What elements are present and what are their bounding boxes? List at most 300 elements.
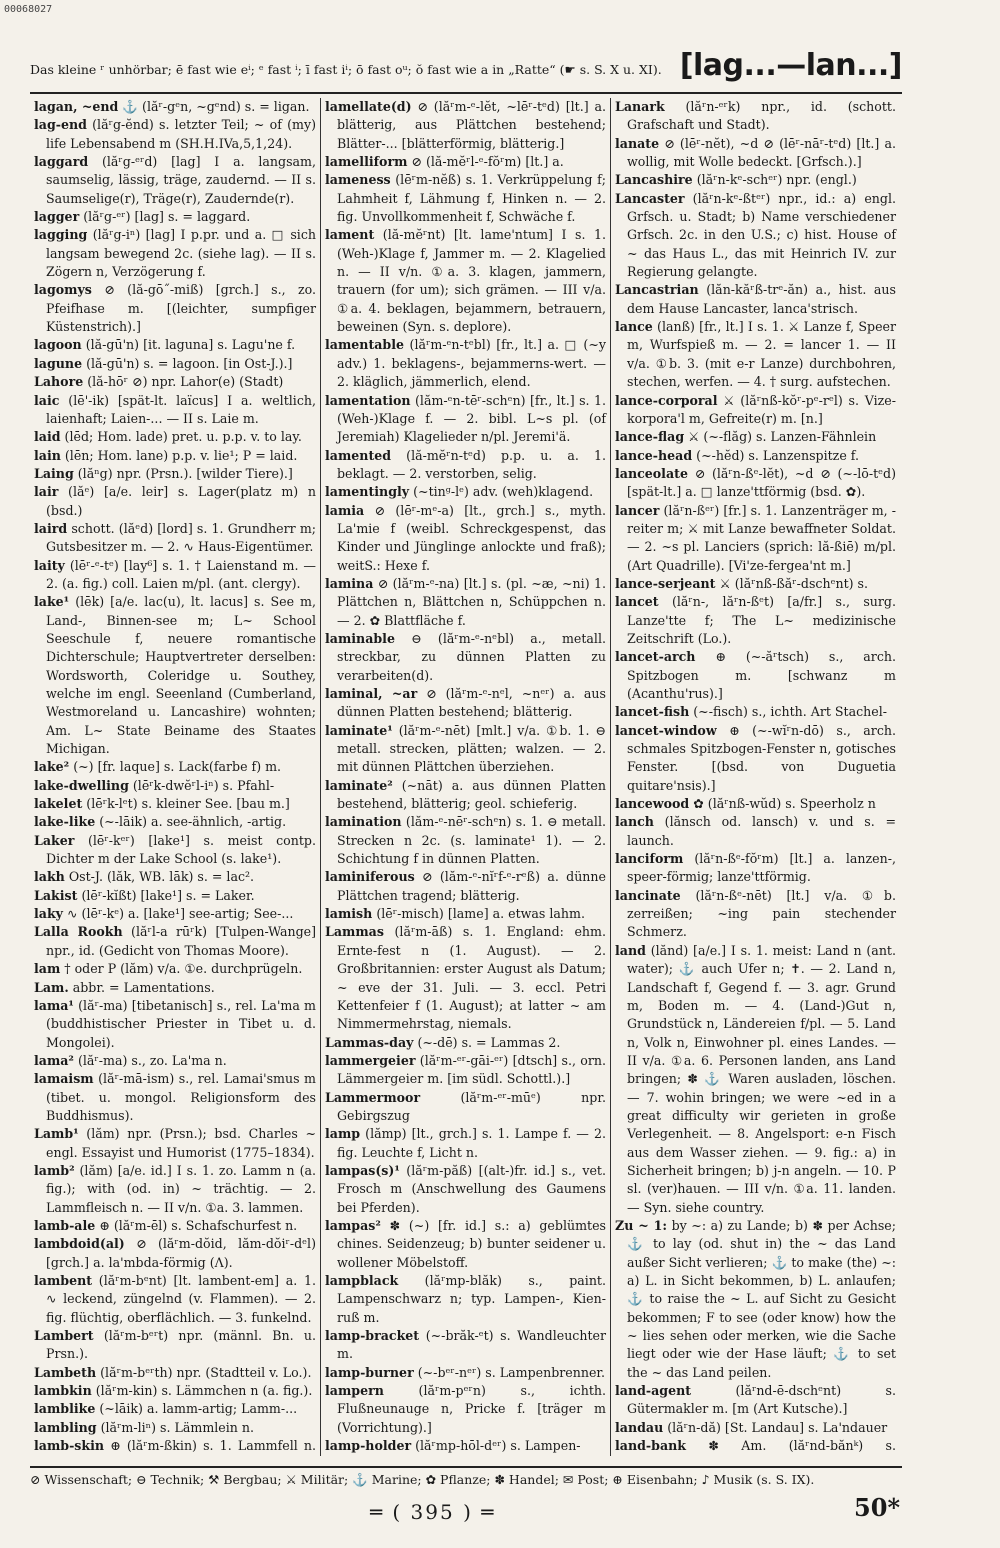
dictionary-entry [615,428,896,446]
headword: lamp [325,1126,361,1142]
entry-text: (lēd; Hom. lade) pret. u. p.p. v. to lay. [60,429,302,445]
headword: lambent [34,1273,93,1288]
dictionary-entry [325,575,606,630]
entry-text: (lă-gū'n) [it. laguna] s. Lagu'ne f. [81,337,296,353]
headword: lake¹ [34,594,70,610]
left-column [30,98,320,1456]
entry-text: (lăʳ-ma) [tibetanisch] s., rel. La'ma m (buddhistischer Priester in Tibet u. d. Mongolei). [46,997,316,1050]
headword: laminate¹ [325,722,393,738]
headword: lain [34,447,61,463]
entry-text: abbr. = Lamentations. [68,979,215,995]
dictionary-entry [615,502,896,575]
dictionary-entry [615,1437,896,1456]
headword: lagan, ~end [34,99,119,114]
entry-text: ⊘ (lă-gō˝-miß) [grch.] s., zo. Pfeifhase m. [(leichter, sumpfiger Küstenstrich).] [46,282,316,335]
headword: lagging [34,227,88,243]
headword: Lalla Rookh [34,924,123,940]
headword: lance-flag [615,429,685,445]
entry-text: ⊕ (~-wĭʳn-dō) s., arch. schmales Spitzbogen-Fenster n, gotisches Fenster. [(bsd. von Duguetia quitare'nsis).] [627,722,896,793]
dictionary-entry [34,226,316,281]
headword: lament [325,227,375,243]
dictionary-entry [34,593,316,758]
headword: lanciform [615,851,684,867]
dictionary-entry [615,135,896,172]
entry-text: ⚔ (lăʳnß-ßăʳ-dschᵉnt) s. [715,575,869,591]
dictionary-entry [34,1162,316,1217]
dictionary-entry [34,447,316,465]
dictionary-entry [325,483,606,501]
entry-text: (lăʳg-iⁿ) [lag] I p.pr. und a. □ sich langsam bewegend 2c. (siehe lag). — II s. Zögern n, Verzögerung f. [46,227,316,280]
entry-text: (lă-mĕʳn-tᵉd) p.p. u. a. 1. beklagt. — 2. verstorben, selig. [337,447,606,481]
entry-text: (lăm) npr. (Prsn.); bsd. Charles ~ engl. Essayist und Humorist (1775–1834). [46,1126,316,1160]
headword: lancer [615,502,660,518]
entry-text: (lăʳm-păß) [(alt-)fr. id.] s., vet. Frosch m (Anschwellung des Gaumens bei Pferden). [337,1162,606,1215]
headword: lampblack [325,1273,399,1288]
entry-text: (lăʳmp-blăk) s., paint. Lampenschwarz n; typ. Lampen-, Kien-ruß m. [337,1273,606,1325]
dictionary-entry [325,1272,606,1327]
entry-text: (lēʳ-ᵉ-tᵉ) [lay⁶] s. 1. † Laienstand m. — 2. (a. fig.) coll. Laien m/pl. (ant. clergy). [46,557,316,591]
dictionary-entry [34,905,316,923]
headword: lagune [34,355,83,371]
headword: lance-serjeant [615,575,716,591]
headword: laminable [325,630,395,646]
dictionary-entry [34,1437,316,1456]
entry-text: (lăʳm-bᵉʳth) npr. (Stadtteil v. Lo.). [96,1364,312,1380]
entry-text: ✽ Am. (lăʳnd-bănᵏ) s. [708,1438,896,1454]
entry-text: (lăʳg-ᵉʳd) [lag] I a. langsam, saumselig, lässig, träge, zaudernd. — II s. Saumselige(r), Träge(r), Zaudernde(r). [46,154,316,206]
headword: lancewood [615,796,690,812]
right-column [610,98,900,1456]
headword: lamina [325,575,374,591]
entry-text: ⚔ (~-flăg) s. Lanzen-Fähnlein [684,429,877,445]
headword: lam [34,961,61,977]
dictionary-entry [615,1382,896,1419]
headword: landau [615,1419,664,1435]
headword: lamb-ale [34,1217,96,1233]
dictionary-entry [325,502,606,575]
entry-text: (lăʳn-ßᵉʳ) [fr.] s. 1. Lanzenträger m, -reiter m; ⚔ mit Lanze bewaffneter Soldat. — 2. ~s pl. Lanciers (sprich: lă-ßiē) m/pl. (Art Quadrille). [Vi'ze-fergea'nt m.] [627,502,896,573]
entry-text: (lăn-kăʳß-trᵉ-ăn) a., hist. aus dem Hause Lancaster, lanca'strisch. [627,282,896,316]
dictionary-entry [34,758,316,776]
dictionary-entry [615,281,896,318]
entry-text: ⊘ (lēʳ-nĕt), ~d ⊘ (lēʳ-nāʳ-tᵉd) [lt.] a. wollig, mit Wolle bedeckt. [Grfsch.).] [627,135,896,170]
entry-text: ∿ (lēʳ-kᵉ) a. [lake¹] see-artig; See-... [63,906,294,922]
dictionary-entry [615,795,896,813]
dictionary-entry [34,887,316,905]
dictionary-entry [615,703,896,721]
entry-text: (lăʳn-ßᵉ-nēt) [lt.] v/a. ①b. zerreißen; ~ing pain stechender Schmerz. [627,887,896,940]
entry-text: ⊕ (lăʳm-ēl) s. Schafschurfest n. [95,1217,298,1233]
headword: lake-dwelling [34,777,129,793]
entry-text: (lăᵉ) [a/e. leir] s. Lager(platz m) n (bsd.) [46,484,316,518]
headword: lagomys [34,282,92,298]
dictionary-entry [34,392,316,429]
headword: lamaism [34,1071,94,1087]
headword: lanate [615,135,660,151]
dictionary-entry [615,722,896,795]
dictionary-entry [325,392,606,447]
entry-text: ⊘ (lăm-ᵉ-nĭʳf-ᵉ-rᵉß) a. dünne Plättchen tragend; blätterig. [337,869,606,903]
entry-text: schott. (lăᵉd) [lord] s. 1. Grundherr m; Gutsbesitzer m. — 2. ∿ Haus-Eigentümer. [46,520,316,555]
headword: Lam. [34,979,69,995]
entry-text: (lăʳm-ᵉʳ-mūᵉ) npr. Gebirgszug [337,1089,606,1123]
entry-text: (lăʳm-liⁿ) s. Lämmlein n. [96,1419,255,1435]
headword: lambkin [34,1383,92,1399]
dictionary-entry [325,171,606,226]
headword: Lammermoor [325,1089,421,1105]
headword: Lambert [34,1328,94,1344]
dictionary-entry [34,1052,316,1070]
entry-text: (lanß) [fr., lt.] I s. 1. ⚔ Lanze f, Speer m, Wurfspieß m. — 2. = lancer 1. — II v/a. ①b. 3. (mit e-r Lanze) durchbohren, stechen, werfen. — 4. † surg. aufstechen. [627,319,896,390]
entry-text: (lăʳg-ĕnd) s. letzter Teil; ~ of (my) life Lebensabend m (SH.H.IVa,5,1,24). [46,117,316,151]
dictionary-entry [615,942,896,1217]
headword: Laing [34,465,74,481]
dictionary-entry [615,648,896,703]
headword: lancet-fish [615,704,690,720]
dictionary-entry [34,777,316,795]
entry-text: (lă-mĕʳnt) [lt. lame'ntum] I s. 1. (Weh-)Klage f, Jammer m. — 2. Klagelied n. — II v/n. ①a. 3. klagen, jammern, trauern (for um); sich grämen. — III v/a. ①a. 4. beklagen, bejammern, betrauern, beweinen (Syn. s. deplore). [337,227,606,335]
headword: lamia [325,502,365,518]
entry-text: (~-dē) s. = Lammas 2. [413,1034,561,1050]
header-rule [30,92,902,94]
headword: lamented [325,447,392,463]
entry-text: † oder P (lăm) v/a. ①e. durchprügeln. [60,961,303,977]
headword: lamp-bracket [325,1328,420,1344]
dictionary-entry [325,722,606,777]
dictionary-entry [34,281,316,336]
entry-text: (~-brăk-ᵉt) s. Wandleuchter m. [337,1328,606,1362]
dictionary-entry [615,318,896,391]
entry-text: (~tinᵍ-lᵉ) adv. (weh)klagend. [409,484,594,500]
dictionary-entry [325,685,606,722]
entry-text: ⊘ (lăʳn-ßᵉ-lĕt), ~d ⊘ (~-lō-tᵉd) [spät-lt.] a. □ lanze'ttförmig (bsd. ✿). [627,465,896,500]
entry-text: (lēʳm-nĕß) s. 1. Verkrüppelung f; Lahmheit f, Lähmung f, Hinken n. — 2. fig. Unvollkommenheit f, Schwäche f. [337,172,606,225]
headword: lamish [325,906,373,922]
dictionary-entry [325,1052,606,1089]
dictionary-entry [325,1364,606,1382]
dictionary-entry [325,336,606,391]
entry-text: (lēn; Hom. lane) p.p. v. lie¹; P = laid. [60,447,298,463]
dictionary-entry [34,98,316,116]
headword: laminal, ~ar [325,686,418,701]
headword: lama¹ [34,997,74,1013]
dictionary-entry [325,1327,606,1364]
entry-text: (~-fisch) s., ichth. Art Stachel- [689,704,888,720]
headword: land-bank [615,1438,686,1454]
dictionary-entry [325,226,606,336]
headword: laky [34,906,63,922]
dictionary-entry [325,777,606,814]
dictionary-entry [325,1162,606,1217]
entry-text: (lăm-ᵉn-tēʳ-schᵉn) [fr., lt.] s. 1. (Weh-)Klage f. — 2. bibl. L~s pl. (of Jeremiah) Klagelieder n/pl. Jeremi'ä. [337,392,606,445]
entry-text: (lăʳm-bᵉʳt) npr. (männl. Bn. u. Prsn.). [46,1328,316,1362]
dictionary-entry [34,1217,316,1235]
entry-text: (lăⁿg) npr. (Prsn.). [wilder Tiere).] [73,465,293,481]
headword: Laker [34,832,75,848]
dictionary-entry [615,447,896,465]
entry-text: by ~: a) zu Lande; b) ✽ per Achse; ⚓ to lay (od. shut in) the ~ das Land außer Sicht verlieren; ⚓ to make (the) ~: a) L. in Sicht bekommen, b) L. anlaufen; ⚓ to raise the ~ L. auf Sicht zu Gesicht bekommen; F to see (oder know) how the ~ lies sehen oder merken, wie die Sache liegt oder wie der Hase läuft; ⚓ to set the ~ das Land peilen. [627,1217,896,1380]
dictionary-entry [34,960,316,978]
headword: laggard [34,154,89,170]
running-head: [lag...—lan...] [679,48,902,83]
entry-text: (lăʳ-mā-ism) s., rel. Lamai'smus m (tibet. u. mongol. Religionsform des Buddhismus). [46,1071,316,1123]
entry-text: ⚓ (lăʳ-gᵉn, ~gᵉnd) s. = ligan. [118,99,310,114]
entry-text: (lăʳn-ßᵉ-fŏʳm) [lt.] a. lanzen-, speer-förmig; lanze'ttförmig. [627,851,896,885]
dictionary-entry [325,630,606,685]
dictionary-entry [34,1235,316,1272]
headword: lake² [34,759,70,775]
headword: Lancaster [615,190,685,206]
dictionary-entry [34,1364,316,1382]
headword: lance [615,319,653,335]
entry-text: ⊘ (lăʳm-ᵉ-na) [lt.] s. (pl. ~æ, ~ni) 1. Plättchen n, Blättchen n, Schüppchen n. — 2. ✿ Blattfläche f. [337,575,606,628]
entry-text: (lăʳnd-ē-dschᵉnt) s. Gütermakler m. [m (Art Kutsche).] [627,1383,896,1417]
entry-text: (lăm-ᵉ-nēʳ-schᵉn) s. 1. ⊖ metall. Strecken n 2c. (s. laminate¹ 1). — 2. Schichtung f in dünnen Platten. [337,814,606,867]
dictionary-entry [325,153,606,171]
dictionary-entry [615,575,896,593]
headword: lagger [34,209,80,225]
dictionary-entry [615,813,896,850]
headword: lamelliform [325,154,408,170]
headword: lambling [34,1419,97,1435]
headword: lancet [615,594,659,610]
dictionary-entry [615,392,896,429]
headword: laic [34,392,60,408]
headword: Lanark [615,99,665,114]
entry-text: (lăʳm-ᵉʳ-gāi-ᵉʳ) [dtsch] s., orn. Lämmergeier m. [im südl. Schottl.).] [337,1052,606,1087]
entry-text: (lămp) [lt., grch.] s. 1. Lampe f. — 2. fig. Leuchte f, Licht n. [337,1126,606,1160]
dictionary-columns [30,98,902,1456]
headword: lance-corporal [615,392,718,408]
entry-text: (lēʳ-kĭßt) [lake¹] s. = Laker. [77,887,255,903]
headword: lama² [34,1052,74,1068]
dictionary-entry [34,153,316,208]
headword: laity [34,557,65,573]
dictionary-entry [325,1382,606,1437]
entry-text: ⊘ (lăʳm-ᵉ-lĕt, ~lēʳ-tᵉd) [lt.] a. blätterig, aus Plättchen bestehend; Blätter-... [blätterförmig, blätterig.] [337,99,606,151]
headword: lamp-burner [325,1364,414,1380]
dictionary-entry [34,465,316,483]
dictionary-entry [325,868,606,905]
dictionary-entry [34,208,316,226]
headword: lameness [325,172,391,188]
middle-column [320,98,610,1456]
dictionary-entry [34,1070,316,1125]
dictionary-entry [34,868,316,886]
entry-text: (lăʳn-dă) [St. Landau] s. La'ndauer [663,1419,888,1435]
dictionary-entry [325,1034,606,1052]
headword: lanceolate [615,465,688,481]
headword: lanch [615,814,654,830]
dictionary-entry [325,447,606,484]
headword: lakelet [34,796,83,812]
dictionary-entry [34,336,316,354]
entry-text: (lēʳ-misch) [lame] a. etwas lahm. [372,906,585,922]
dictionary-entry [325,1089,606,1126]
entry-text: (lăʳm-ᵉn-tᵉbl) [fr., lt.] a. □ (~y adv.) 1. beklagens-, bejammerns-wert. — 2. kläglich, jämmerlich, elend. [337,337,606,390]
entry-text: ⚔ (lăʳnß-kŏʳ-pᵉ-rᵉl) s. Vize-korpora'l m, Gefreite(r) m. [n.] [627,392,896,426]
dictionary-entry [615,171,896,189]
entry-text: (lănsch od. lansch) v. und s. = launch. [627,814,896,848]
headword: lamentation [325,392,411,408]
dictionary-entry [34,795,316,813]
entry-text: (lă-gū'n) s. = lagoon. [in Ost-J.).] [82,355,293,371]
dictionary-entry [34,813,316,831]
headword: lamb-skin [34,1438,105,1454]
headword: laminiferous [325,869,415,885]
dictionary-entry [34,1272,316,1327]
dictionary-entry [34,1327,316,1364]
headword: laird [34,520,68,536]
entry-text: (lăʳl-a rūʳk) [Tulpen-Wange] npr., id. (Gedicht von Thomas Moore). [46,924,316,958]
headword: Lamb¹ [34,1126,79,1142]
headword: lake-like [34,814,96,830]
scan-id: 00068027 [4,4,53,15]
headword: Lammas-day [325,1034,414,1050]
entry-text: (lē'-ik) [spät-lt. laïcus] I a. weltlich, laienhaft; Laien-... — II s. Laie m. [46,392,316,426]
entry-text: ⊘ (lă-mĕʳl-ᵉ-fŏʳm) [lt.] a. [407,154,564,170]
headword: lammergeier [325,1052,416,1068]
headword: lampas² [325,1217,381,1233]
dictionary-entry [325,905,606,923]
entry-text: ⊘ (lăʳm-dŏid, lăm-dŏiʳ-dᵉl) [grch.] a. la'mbda-förmig (Λ). [46,1236,316,1270]
entry-text: (lăʳn-kᵉ-schᵉʳ) npr. (engl.) [692,172,857,188]
dictionary-entry [34,520,316,557]
headword: land-agent [615,1383,692,1399]
entry-text: (~-hĕd) s. Lanzenspitze f. [692,447,859,463]
entry-text: (lăʳm-bᵉnt) [lt. lambent-em] a. 1. ∿ leckend, züngelnd (v. Flammen). — 2. fig. flüchtig, oberflächlich. — 3. funkelnd. [46,1273,316,1325]
dictionary-entry [325,1217,606,1272]
headword: lag-end [34,117,87,133]
dictionary-entry [34,1400,316,1418]
headword: laminate² [325,777,393,793]
headword: Lammas [325,924,384,940]
dictionary-entry [615,850,896,887]
headword: lampas(s)¹ [325,1162,400,1178]
headword: Lakist [34,887,78,903]
entry-text: (lăʳm-ᵉ-nēt) [mlt.] v/a. ①b. 1. ⊖ metall. strecken, plätten; walzen. — 2. mit dünnen Plättchen überziehen. [337,722,606,775]
dictionary-entry [34,116,316,153]
entry-text: (lăm) [a/e. id.] I s. 1. zo. Lamm n (a. fig.); with (od. in) ~ trächtig. — 2. Lammfleisch n. — II v/n. ①a. 3. lammen. [46,1162,316,1215]
headword: lancet-arch [615,649,696,665]
entry-text: (lăʳn-ᵉʳk) npr., id. (schott. Grafschaft und Stadt). [627,99,896,133]
entry-text: ✿ (lăʳnß-wŭd) s. Speerholz n [689,796,876,812]
dictionary-entry [325,98,606,153]
headword: lamblike [34,1401,96,1417]
headword: lakh [34,869,65,885]
headword: Lambeth [34,1364,97,1380]
headword: lambdoid(al) [34,1236,125,1252]
dictionary-entry [615,593,896,648]
headword: lamellate(d) [325,99,412,114]
dictionary-entry [325,1455,606,1456]
headword: Lahore [34,374,84,390]
entry-text: (lēʳk-dwĕʳl-iⁿ) s. Pfahl- [128,777,275,793]
headword: land [615,942,646,958]
entry-text: (lăʳn-kᵉ-ßtᵉʳ) npr., id.: a) engl. Grfsch. u. Stadt; b) Name verschiedener Grfsch. 2c. in den U.S.; c) hist. House of ~ das Haus L., das mit Heinrich IV. zur Regierung gelangte. [627,190,896,280]
entry-text: (lă-hōʳ ⊘) npr. Lahor(e) (Stadt) [83,374,284,390]
dictionary-entry [615,1419,896,1437]
headword: Lancashire [615,172,693,188]
dictionary-entry [615,98,896,135]
headword: lair [34,484,59,500]
entry-text: (lăʳ-ma) s., zo. La'ma n. [73,1052,227,1068]
entry-text: ⊖ (lăʳm-ᵉ-nᵉbl) a., metall. streckbar, zu dünnen Platten zu verarbeiten(d). [337,630,606,683]
entry-text: (~nāt) a. aus dünnen Platten bestehend, blätterig; geol. schieferig. [337,777,606,812]
headword: lancet-window [615,722,717,738]
dictionary-entry [34,979,316,997]
entry-text: (~) [fr. laque] s. Lack(farbe f) m. [69,759,282,775]
headword: Zu ~ 1: [615,1217,668,1233]
headword: lance-head [615,447,693,463]
dictionary-entry [615,190,896,282]
headword: laid [34,429,61,445]
entry-text: ⊘ (lēʳ-mᵉ-a) [lt., grch.] s., myth. La'mie f (weibl. Schreckgespenst, das Kinder und Jünglinge anlockte und fraß); weitS.: Hexe f. [337,502,606,573]
dictionary-entry [34,1125,316,1162]
entry-text: (lăʳm-āß) s. 1. England: ehm. Ernte-fest n (1. August). — 2. Großbritannien: erster August als Datum; ~ eve der 31. Juli. — 3. eccl. Petri Kettenfeier f (1. August); at latter ~ am Nimmermehrstag, niemals. [337,924,606,1032]
dictionary-entry [34,373,316,391]
symbol-legend: ⊘ Wissenschaft; ⊖ Technik; ⚒ Bergbau; ⚔ Militär; ⚓ Marine; ✿ Pflanze; ✽ Handel; ✉ Post; ⊕ Eisenbahn; ♪ Musik (s. S. IX). [30,1466,902,1488]
dictionary-entry [325,1437,606,1455]
dictionary-entry [615,465,896,502]
entry-text: (~-lāik) a. see-ähnlich, -artig. [95,814,287,830]
entry-text: (~lāik) a. lamm-artig; Lamm-... [95,1401,298,1417]
entry-text: (lēʳk-lᵉt) s. kleiner See. [bau m.] [82,796,290,812]
pronunciation-key: Das kleine ʳ unhörbar; ē fast wie eⁱ; ᵉ fast ⁱ; ī fast iⁱ; ō fast oᵘ; ŏ fast wie a in „Ratte“ (☛ s. S. X u. XI). [30,62,662,77]
dictionary-entry [34,483,316,520]
entry-text: ⊘ (lăʳm-ᵉ-nᵉl, ~nᵉʳ) a. aus dünnen Platten bestehend; blätterig. [337,686,606,720]
dictionary-entry [34,1382,316,1400]
dictionary-entry [325,923,606,1033]
headword: lampern [325,1383,384,1399]
headword: lamentable [325,337,405,353]
dictionary-entry [34,923,316,960]
headword: lamp-holder [325,1438,412,1454]
headword: Lancastrian [615,282,699,298]
dictionary-entry [34,355,316,373]
entry-text: (lăʳm-pᵉʳn) s., ichth. Flußneunauge n, Pricke f. [träger m (Vorrichtung).] [337,1383,606,1435]
dictionary-entry [34,997,316,1052]
headword: lamination [325,814,402,830]
page-number: ═ ( 395 ) ═ [370,1500,496,1524]
entry-text: (lēk) [a/e. lac(u), lt. lacus] s. See m, Land-, Binnen-see m; L~ School Seeschule f, neuere romantische Dichterschule; Hauptvertreter derselben: Wordsworth, Coleridge u. Southey, welche im engl. Seeenland (Cumberland, Westmoreland u. Lancashire) wohnten; Am. L~ State Beiname des Staates Michigan. [46,594,316,757]
sheet-number: 50* [854,1493,900,1522]
entry-text: (lăʳm-kin) s. Lämmchen n (a. fig.). [91,1383,313,1399]
entry-text: ✽ (~) [fr. id.] s.: a) geblümtes chines. Seidenzeug; b) bunter seidener u. wollener Möbelstoff. [337,1217,606,1270]
dictionary-entry [325,813,606,868]
headword: lancinate [615,887,681,903]
entry-text: Ost-J. (lăk, WB. lāk) s. = lac². [64,869,255,885]
entry-text: (~-bᵉʳ-nᵉʳ) s. Lampenbrenner. [413,1364,606,1380]
entry-text: (lăʳn-, lăʳn-ßᵉt) [a/fr.] s., surg. Lanze'tte f; The L~ medizinische Zeitschrift (Lo.). [627,594,896,646]
dictionary-entry [34,557,316,594]
dictionary-entry [34,428,316,446]
dictionary-entry [615,887,896,942]
headword: lagoon [34,337,82,353]
entry-text: (lăʳmp-hōl-dᵉʳ) s. Lampen- [411,1438,581,1454]
entry-text: ⊕ (~-ăʳtsch) s., arch. Spitzbogen m. [schwanz m (Acanthu'rus).] [627,649,896,701]
entry-text: ⊕ (lăʳm-ßkin) s. 1. Lammfell n. [110,1438,316,1454]
dictionary-entry [615,1217,896,1382]
headword: lamb² [34,1162,75,1178]
entry-text: (lănd) [a/e.] I s. 1. meist: Land n (ant. water); ⚓ auch Ufer n; ✝. — 2. Land n, Landschaft f, Gegend f. — 3. agr. Grund m, Boden m. — 4. (Land-)Gut n, Grundstück n, Ländereien f/pl. — 5. Land n, Volk n, Einwohner pl. eines Landes. — II v/a. ①a. 6. Personen landen, ans Land bringen; ✽ ⚓ Waren ausladen, löschen. — 7. wohin bringen; we were ~ed in a great difficulty wir gerieten in große Verlegenheit. — 8. Angelsport: e-n Fisch aus dem Wasser ziehen. — 9. fig.: a) in Sicherheit bringen; b) j-n angeln. — 10. P sl. (ver)hauen. — III v/n. ①a. 11. landen. — Syn. siehe country. [627,942,896,1215]
dictionary-entry [34,832,316,869]
entry-text: (lăʳg-ᵉʳ) [lag] s. = laggard. [79,209,251,225]
dictionary-entry [325,1125,606,1162]
dictionary-entry [34,1419,316,1437]
headword: lamentingly [325,484,410,500]
entry-text: (lēʳ-kᵉʳ) [lake¹] s. meist contp. Dichter m der Lake School (s. lake¹). [46,832,316,867]
